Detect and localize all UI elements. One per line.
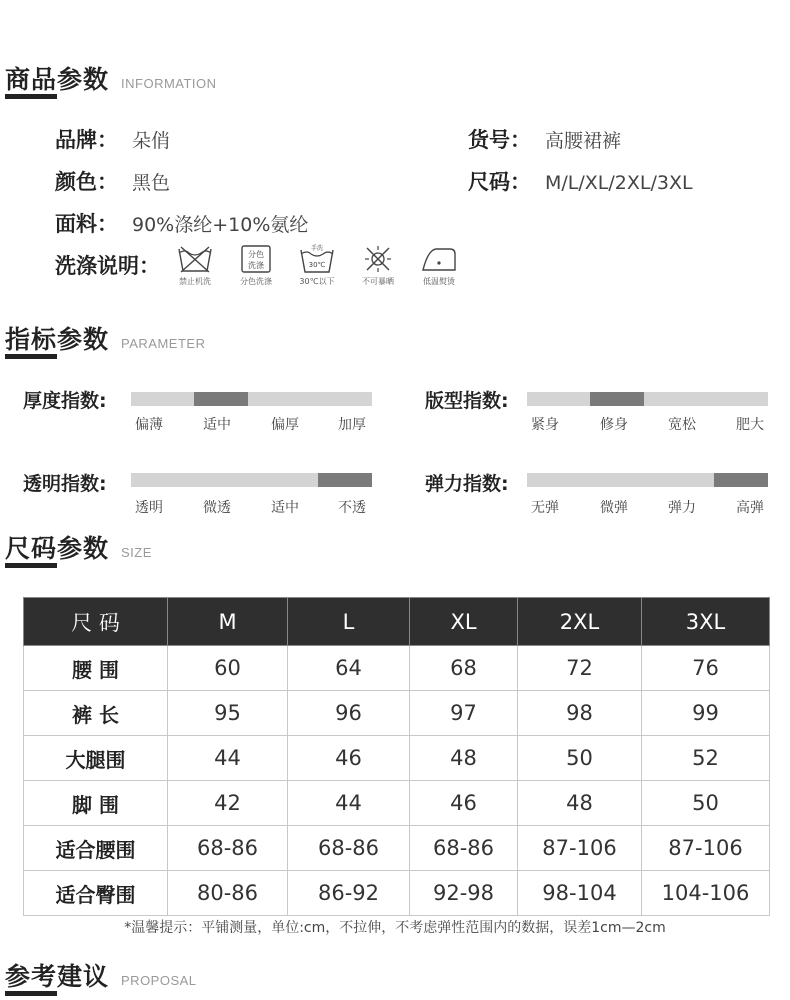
indicator-marker: [194, 392, 248, 406]
table-cell: 52: [642, 736, 770, 781]
indicator-tick: 紧身: [531, 417, 559, 433]
table-row: [24, 871, 770, 916]
indicator-track-elasticity: [527, 473, 768, 487]
section-title-en: SIZE: [121, 545, 152, 560]
wash-caption: 30℃以下: [299, 277, 335, 286]
section-title-param: [5, 320, 205, 356]
wash-caption: 不可暴晒: [362, 277, 394, 286]
section-title-en: PROPOSAL: [121, 973, 197, 988]
wash-icon-text-2: 30℃: [308, 261, 326, 269]
indicator-tick: 偏厚: [271, 417, 299, 433]
low-iron-icon: [420, 244, 458, 274]
section-title-proposal: [5, 957, 197, 993]
table-cell: 50: [642, 781, 770, 826]
fabric-value: 90%涤纶+10%氨纶: [132, 214, 309, 236]
indicator-tick: 无弹: [531, 500, 559, 516]
fabric-key: 面料：: [55, 212, 118, 236]
wash-caption: 分色洗涤: [240, 277, 272, 286]
table-cell: 92-98: [410, 871, 518, 916]
brand-key: 品牌：: [55, 128, 118, 152]
section-title-cn: 指标参数: [5, 325, 110, 354]
table-cell: 99: [642, 691, 770, 736]
wash-item-separate: [237, 244, 275, 287]
section-title-en: PARAMETER: [121, 336, 206, 351]
sizes-row: [468, 166, 693, 196]
sizes-key: 尺码：: [468, 170, 531, 194]
table-cell: 76: [642, 646, 770, 691]
indicator-track-fit: [527, 392, 768, 406]
indicator-label-transparency: 透明指数:: [23, 473, 107, 495]
no-sun-dry-icon: [359, 244, 397, 274]
wash-item-low-iron: [420, 244, 458, 287]
color-value: 黑色: [132, 172, 171, 194]
section-title-en: INFORMATION: [121, 76, 217, 91]
indicator-tick: 宽松: [668, 417, 696, 433]
table-row: [24, 691, 770, 736]
wash-caption: 低温熨烫: [423, 277, 455, 286]
table-row: [24, 736, 770, 781]
row-header-cell: 脚 围: [24, 781, 168, 826]
brand-value: 朵俏: [132, 130, 171, 152]
indicator-tick: 肥大: [736, 417, 764, 433]
item-no-key: 货号：: [468, 128, 531, 152]
indicator-marker: [714, 473, 768, 487]
wash-icon-text-2: 洗涤: [248, 261, 264, 270]
table-cell: 95: [168, 691, 288, 736]
section-title-cn: 商品参数: [5, 65, 110, 94]
section-underline: [5, 94, 57, 99]
wash-icon-text-1: 手洗: [310, 245, 324, 252]
table-cell: 68: [410, 646, 518, 691]
table-cell: 104-106: [642, 871, 770, 916]
section-title-info: [5, 60, 217, 96]
size-table-body: [24, 646, 770, 916]
size-header-cell: L: [288, 598, 410, 646]
indicator-label-elasticity: 弹力指数:: [425, 473, 509, 495]
wash-item-30: [298, 244, 336, 287]
indicator-track-transparency: [131, 473, 372, 487]
indicator-tick: 微透: [203, 500, 231, 516]
indicator-tick: 高弹: [736, 500, 764, 516]
indicator-tick: 适中: [203, 417, 231, 433]
indicator-tick: 不透: [338, 500, 366, 516]
indicator-track-thickness: [131, 392, 372, 406]
table-cell: 98: [518, 691, 642, 736]
indicator-tick: 适中: [271, 500, 299, 516]
indicator-tick: 微弹: [600, 500, 628, 516]
indicator-marker: [318, 473, 372, 487]
item-no-row: [468, 124, 621, 154]
section-underline: [5, 354, 57, 359]
table-cell: 64: [288, 646, 410, 691]
table-cell: 87-106: [642, 826, 770, 871]
indicator-tick: 弹力: [668, 500, 696, 516]
wash-30-icon: [298, 244, 336, 274]
size-header-cell: XL: [410, 598, 518, 646]
indicator-label-thickness: 厚度指数:: [23, 390, 107, 412]
size-table: [23, 597, 770, 916]
wash-row: [55, 250, 160, 280]
wash-key: 洗涤说明：: [55, 254, 160, 278]
size-header-cell: 3XL: [642, 598, 770, 646]
fabric-row: [55, 208, 308, 238]
table-cell: 68-86: [410, 826, 518, 871]
row-header-cell: 大腿围: [24, 736, 168, 781]
indicator-tick: 加厚: [338, 417, 366, 433]
indicator-label-fit: 版型指数:: [425, 390, 509, 412]
size-table-header: [24, 598, 770, 646]
table-cell: 96: [288, 691, 410, 736]
table-cell: 48: [518, 781, 642, 826]
table-cell: 50: [518, 736, 642, 781]
wash-icon-text-1: 分色: [248, 250, 264, 259]
section-underline: [5, 563, 57, 568]
sizes-value: M/L/XL/2XL/3XL: [545, 172, 693, 194]
table-cell: 68-86: [168, 826, 288, 871]
table-cell: 80-86: [168, 871, 288, 916]
row-header-cell: 适合臀围: [24, 871, 168, 916]
row-header-cell: 适合腰围: [24, 826, 168, 871]
row-header-cell: 腰 围: [24, 646, 168, 691]
table-cell: 72: [518, 646, 642, 691]
indicator-tick: 偏薄: [135, 417, 163, 433]
wash-item-no-sun: [359, 244, 397, 287]
table-cell: 97: [410, 691, 518, 736]
brand-row: [55, 124, 170, 154]
table-cell: 44: [168, 736, 288, 781]
wash-item-no-machine: [176, 244, 214, 287]
table-cell: 48: [410, 736, 518, 781]
size-header-cell: 2XL: [518, 598, 642, 646]
table-cell: 87-106: [518, 826, 642, 871]
indicator-tick: 透明: [135, 500, 163, 516]
table-cell: 68-86: [288, 826, 410, 871]
wash-caption: 禁止机洗: [179, 277, 211, 286]
color-key: 颜色：: [55, 170, 118, 194]
color-row: [55, 166, 170, 196]
table-cell: 46: [288, 736, 410, 781]
table-cell: 60: [168, 646, 288, 691]
no-machine-wash-icon: [176, 244, 214, 274]
table-cell: 98-104: [518, 871, 642, 916]
section-title-cn: 尺码参数: [5, 534, 110, 563]
table-row: [24, 826, 770, 871]
separate-wash-icon: [237, 244, 275, 274]
table-row: [24, 646, 770, 691]
table-cell: 44: [288, 781, 410, 826]
table-cell: 46: [410, 781, 518, 826]
table-cell: 42: [168, 781, 288, 826]
table-cell: 86-92: [288, 871, 410, 916]
section-underline: [5, 991, 57, 996]
row-header-cell: 裤 长: [24, 691, 168, 736]
indicator-marker: [590, 392, 644, 406]
size-header-cell: M: [168, 598, 288, 646]
indicator-tick: 修身: [600, 417, 628, 433]
section-title-size: [5, 529, 152, 565]
size-header-label: 尺 码: [24, 598, 168, 646]
section-title-cn: 参考建议: [5, 962, 110, 991]
measurement-note: *温馨提示：平铺测量，单位:cm，不拉伸，不考虑弹性范围内的数据，误差1cm—2cm: [124, 920, 666, 936]
table-row: [24, 781, 770, 826]
item-no-value: 高腰裙裤: [545, 130, 622, 152]
